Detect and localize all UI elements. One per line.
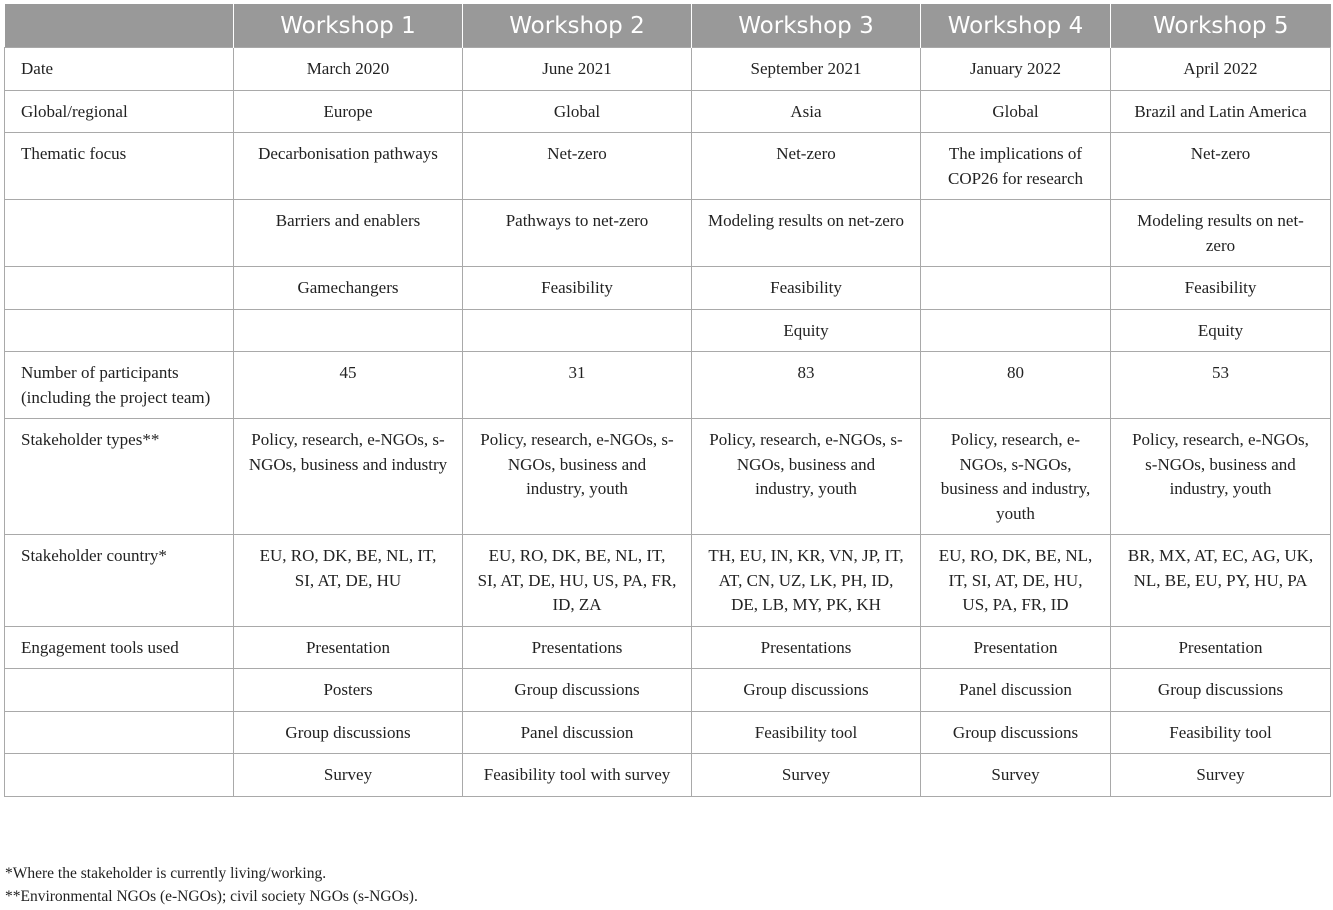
table-cell: Pathways to net-zero <box>463 200 692 267</box>
header-workshop-3: Workshop 3 <box>692 4 921 48</box>
table-cell: Survey <box>234 754 463 797</box>
table-cell: Net-zero <box>1111 133 1331 200</box>
table-cell: Feasibility tool <box>1111 711 1331 754</box>
workshop-table <box>4 4 1331 797</box>
table-cell: EU, RO, DK, BE, NL, IT, SI, AT, DE, HU, US, PA, FR, ID, ZA <box>463 535 692 627</box>
table-cell <box>234 309 463 352</box>
table-cell: Modeling results on net-zero <box>1111 200 1331 267</box>
row-label: Engagement tools used <box>5 626 234 669</box>
table-cell: Group discussions <box>234 711 463 754</box>
table-cell <box>921 200 1111 267</box>
row-label <box>5 309 234 352</box>
table-cell: Gamechangers <box>234 267 463 310</box>
table-header <box>5 4 1331 48</box>
table-cell <box>921 267 1111 310</box>
table-cell: January 2022 <box>921 48 1111 91</box>
table-cell: Posters <box>234 669 463 712</box>
table-cell: The implications of COP26 for research <box>921 133 1111 200</box>
table-row <box>5 669 1331 712</box>
table-cell: Policy, research, e-NGOs, s-NGOs, business and industry, youth <box>692 419 921 535</box>
table-row <box>5 90 1331 133</box>
table-cell: 45 <box>234 352 463 419</box>
footnote-ngo-definitions: **Environmental NGOs (e-NGOs); civil society NGOs (s-NGOs). <box>5 888 418 905</box>
row-label <box>5 711 234 754</box>
table-cell: Equity <box>692 309 921 352</box>
row-label <box>5 669 234 712</box>
table-cell: Equity <box>1111 309 1331 352</box>
table-row <box>5 352 1331 419</box>
table-row <box>5 133 1331 200</box>
table-cell: Global <box>921 90 1111 133</box>
table-cell: Survey <box>692 754 921 797</box>
table-cell: Net-zero <box>463 133 692 200</box>
footnote-location: *Where the stakeholder is currently living/working. <box>5 865 327 882</box>
table-body <box>5 48 1331 797</box>
table-cell: Group discussions <box>692 669 921 712</box>
table-cell: September 2021 <box>692 48 921 91</box>
table-row <box>5 419 1331 535</box>
table-cell <box>921 309 1111 352</box>
table-row <box>5 754 1331 797</box>
table-cell: Feasibility <box>1111 267 1331 310</box>
row-label: Number of participants (including the project team) <box>5 352 234 419</box>
table-cell: Policy, research, e-NGOs, s-NGOs, business and industry, youth <box>1111 419 1331 535</box>
header-row <box>5 4 1331 48</box>
table-cell: TH, EU, IN, KR, VN, JP, IT, AT, CN, UZ, LK, PH, ID, DE, LB, MY, PK, KH <box>692 535 921 627</box>
row-label: Stakeholder types** <box>5 419 234 535</box>
footnotes <box>5 862 418 908</box>
header-cell-empty <box>5 4 234 48</box>
header-workshop-1: Workshop 1 <box>234 4 463 48</box>
table-row <box>5 267 1331 310</box>
table-cell: Policy, research, e-NGOs, s-NGOs, business and industry, youth <box>463 419 692 535</box>
table-cell: Presentations <box>692 626 921 669</box>
table-row <box>5 48 1331 91</box>
table-cell: Group discussions <box>463 669 692 712</box>
table-cell: Feasibility <box>692 267 921 310</box>
table-cell: Survey <box>921 754 1111 797</box>
table-row <box>5 200 1331 267</box>
table-cell: Brazil and Latin America <box>1111 90 1331 133</box>
table-row <box>5 711 1331 754</box>
table-cell: Panel discussion <box>921 669 1111 712</box>
table-row <box>5 535 1331 627</box>
table-cell: April 2022 <box>1111 48 1331 91</box>
table-row <box>5 626 1331 669</box>
table-cell: Policy, research, e-NGOs, s-NGOs, business and industry <box>234 419 463 535</box>
table-cell: Feasibility tool <box>692 711 921 754</box>
table-cell: Feasibility <box>463 267 692 310</box>
table-cell: Presentation <box>1111 626 1331 669</box>
table-cell: Group discussions <box>921 711 1111 754</box>
table-cell: 53 <box>1111 352 1331 419</box>
table-cell: March 2020 <box>234 48 463 91</box>
table-cell: EU, RO, DK, BE, NL, IT, SI, AT, DE, HU <box>234 535 463 627</box>
header-workshop-2: Workshop 2 <box>463 4 692 48</box>
table-row <box>5 309 1331 352</box>
row-label: Stakeholder country* <box>5 535 234 627</box>
table-cell: Decarbonisation pathways <box>234 133 463 200</box>
table-cell: Global <box>463 90 692 133</box>
table-cell: Barriers and enablers <box>234 200 463 267</box>
table-cell: Modeling results on net-zero <box>692 200 921 267</box>
table-cell: 31 <box>463 352 692 419</box>
table-cell: Presentations <box>463 626 692 669</box>
table-cell: Survey <box>1111 754 1331 797</box>
table-cell: Presentation <box>921 626 1111 669</box>
header-workshop-5: Workshop 5 <box>1111 4 1331 48</box>
table-cell: BR, MX, AT, EC, AG, UK, NL, BE, EU, PY, HU, PA <box>1111 535 1331 627</box>
table-cell: 80 <box>921 352 1111 419</box>
row-label <box>5 267 234 310</box>
table-cell: Feasibility tool with survey <box>463 754 692 797</box>
row-label: Thematic focus <box>5 133 234 200</box>
table-cell: EU, RO, DK, BE, NL, IT, SI, AT, DE, HU, US, PA, FR, ID <box>921 535 1111 627</box>
header-workshop-4: Workshop 4 <box>921 4 1111 48</box>
table-cell: June 2021 <box>463 48 692 91</box>
row-label: Global/regional <box>5 90 234 133</box>
table-cell <box>463 309 692 352</box>
table-cell: Net-zero <box>692 133 921 200</box>
row-label <box>5 200 234 267</box>
table-cell: Europe <box>234 90 463 133</box>
table-cell: Group discussions <box>1111 669 1331 712</box>
table-cell: Policy, research, e-NGOs, s-NGOs, business and industry, youth <box>921 419 1111 535</box>
table-cell: Presentation <box>234 626 463 669</box>
row-label: Date <box>5 48 234 91</box>
row-label <box>5 754 234 797</box>
table-cell: Asia <box>692 90 921 133</box>
table-cell: Panel discussion <box>463 711 692 754</box>
table-cell: 83 <box>692 352 921 419</box>
